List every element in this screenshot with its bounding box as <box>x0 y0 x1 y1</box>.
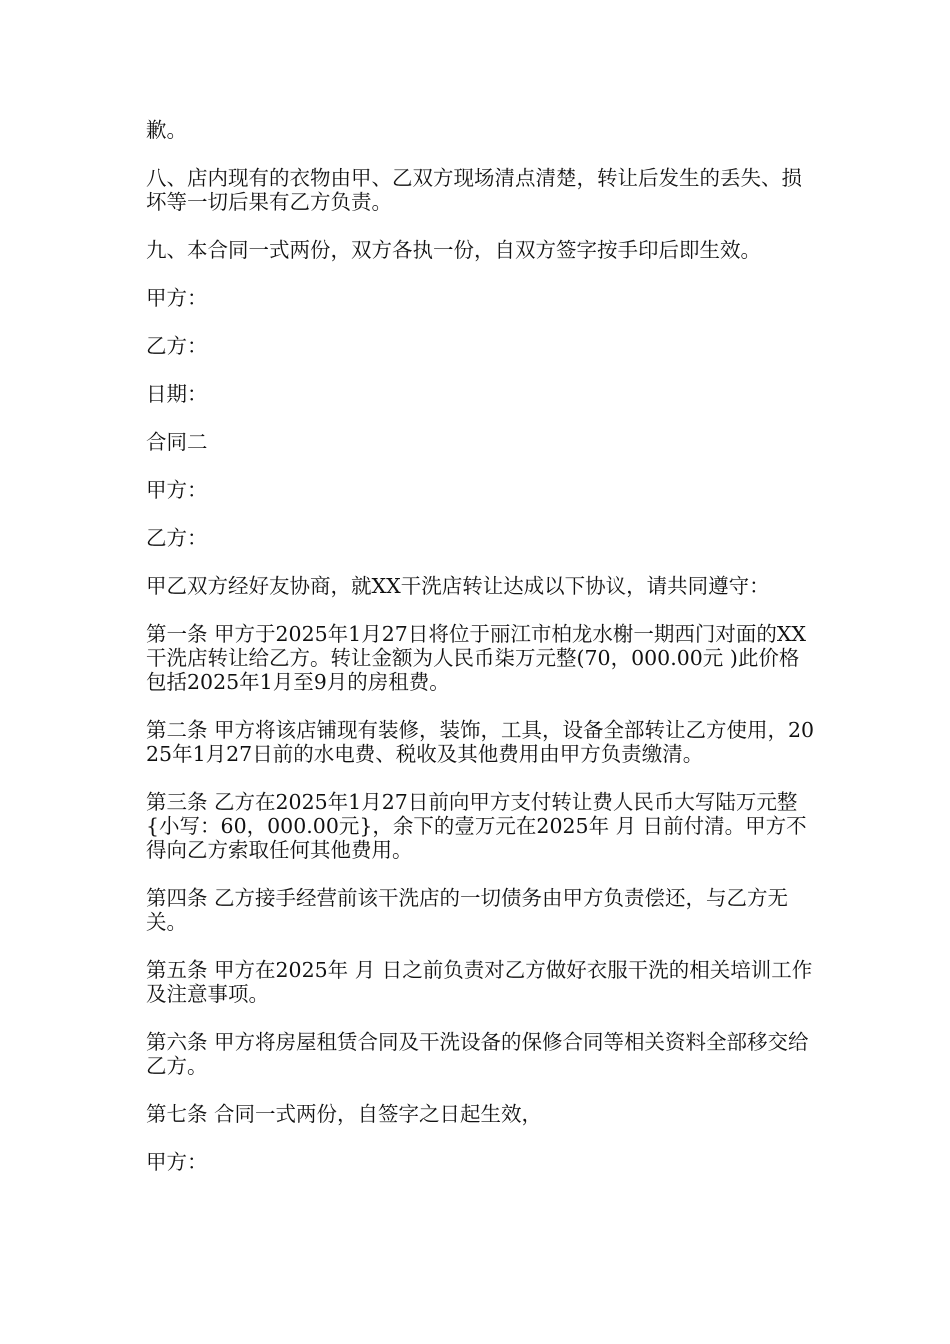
article-6: 第六条 甲方将房屋租赁合同及干洗设备的保修合同等相关资料全部移交给乙方。 <box>146 1030 809 1078</box>
contract-two-party-a: 甲方： <box>146 478 208 502</box>
document-body <box>146 118 816 1198</box>
article-5: 第五条 甲方在2025年 月 日之前负责对乙方做好衣服干洗的相关培训工作及注意事项。 <box>146 958 813 1006</box>
article-4: 第四条 乙方接手经营前该干洗店的一切债务由甲方负责偿还，与乙方无关。 <box>146 886 789 934</box>
article-7: 第七条 合同一式两份，自签字之日起生效， <box>146 1102 543 1126</box>
paragraph-clause-9: 九、本合同一式两份，双方各执一份，自双方签字按手印后即生效。 <box>146 238 761 262</box>
contract-two-party-b: 乙方： <box>146 526 208 550</box>
paragraph-apology-end: 歉。 <box>146 118 187 142</box>
article-2: 第二条 甲方将该店铺现有装修，装饰，工具，设备全部转让乙方使用，2025年1月27日前的水电费、税收及其他费用由甲方负责缴清。 <box>146 718 815 766</box>
date-line: 日期： <box>146 382 208 406</box>
contract-two-party-a-signature: 甲方： <box>146 1150 208 1174</box>
contract-two-heading: 合同二 <box>146 430 208 454</box>
paragraph-clause-8: 八、店内现有的衣物由甲、乙双方现场清点清楚，转让后发生的丢失、损坏等一切后果有乙方负责。 <box>146 166 802 214</box>
article-1: 第一条 甲方于2025年1月27日将位于丽江市柏龙水榭一期西门对面的XX干洗店转让给乙方。转让金额为人民币柒万元整(70，000.00元 )此价格包括2025年1月至9月的房租费。 <box>146 622 807 694</box>
contract-two-preamble: 甲乙双方经好友协商，就XX干洗店转让达成以下协议，请共同遵守： <box>146 574 770 598</box>
article-3: 第三条 乙方在2025年1月27日前向甲方支付转让费人民币大写陆万元整{小写：60，000.00元}，余下的壹万元在2025年 月 日前付清。甲方不得向乙方索取任何其他费用。 <box>146 790 807 862</box>
party-a-signature-line: 甲方： <box>146 286 208 310</box>
party-b-signature-line: 乙方： <box>146 334 208 358</box>
